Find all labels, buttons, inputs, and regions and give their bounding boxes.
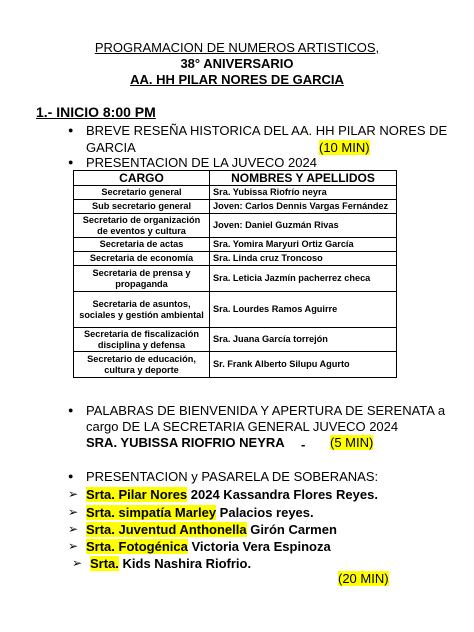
bullet-dot-icon: ●	[68, 405, 74, 415]
table-row	[74, 214, 397, 238]
item-3-line-1: PALABRAS DE BIENVENIDA Y APERTURA DE SERENATA a	[86, 403, 446, 418]
arrow-bullet-icon: ➢	[68, 505, 79, 519]
nombre-cell: Sra. Yubissa Riofrío neyra	[210, 186, 397, 200]
queen-item: Srta. Kids Nashira Riofrio.	[90, 556, 252, 571]
cargo-cell: Secretario general	[74, 186, 210, 200]
item-3-dash: -	[301, 437, 306, 452]
nombre-cell: Joven: Daniel Guzmán Rivas	[210, 214, 397, 238]
queen-item: Srta. Juventud Anthonella Girón Carmen	[86, 522, 337, 537]
cargo-cell: Secretaria de prensa y propaganda	[74, 266, 210, 292]
item-3-speaker: SRA. YUBISSA RIOFRIO NEYRA	[86, 435, 285, 450]
nombre-cell: Joven: Carlos Dennis Vargas Fernández	[210, 200, 397, 214]
item-1-time: (10 MIN)	[319, 140, 370, 155]
table-row	[74, 352, 397, 378]
item-1-line-1: BREVE RESEÑA HISTORICA DEL AA. HH PILAR NORES DE	[86, 123, 448, 138]
table-row	[74, 186, 397, 200]
cargo-cell: Secretario de educación, cultura y deporte	[74, 352, 210, 378]
nombre-cell: Sra. Juana García torrejón	[210, 328, 397, 352]
anniversary-title: 38° ANIVERSARIO	[180, 56, 294, 71]
nombre-cell: Sra. Lourdes Ramos Aguirre	[210, 292, 397, 328]
item-4-title: PRESENTACION y PASARELA DE SOBERANAS:	[86, 469, 379, 484]
nombre-cell: Sr. Frank Alberto Silupu Agurto	[210, 352, 397, 378]
nombre-cell: Sra. Linda cruz Troncoso	[210, 252, 397, 266]
table-row	[74, 238, 397, 252]
queen-item: Srta. Pilar Nores 2024 Kassandra Flores Reyes.	[86, 487, 378, 502]
arrow-bullet-icon: ➢	[68, 522, 79, 536]
bullet-dot-icon: ●	[68, 125, 74, 135]
arrow-bullet-icon: ➢	[72, 556, 83, 570]
header-cargo: CARGO	[74, 171, 210, 186]
table-header-row	[74, 171, 397, 186]
queen-item: Srta. Fotogénica Victoria Vera Espinoza	[86, 539, 331, 554]
table-row	[74, 266, 397, 292]
cargo-cell: Secretaria de economía	[74, 252, 210, 266]
cargo-cell: Secretaria de actas	[74, 238, 210, 252]
bullet-dot-icon: ●	[68, 157, 74, 167]
cargo-cell: Secretaria de fiscalización disciplina y defensa	[74, 328, 210, 352]
bullet-dot-icon: ●	[68, 471, 74, 481]
arrow-bullet-icon: ➢	[68, 539, 79, 553]
cargo-cell: Sub secretario general	[74, 200, 210, 214]
cargo-cell: Secretario de organización de eventos y cultura	[74, 214, 210, 238]
item-1-line-2: GARCIA	[86, 140, 136, 155]
header-nombres: NOMBRES Y APELLIDOS	[210, 171, 397, 186]
juveco-table	[73, 170, 397, 378]
item-2-text: PRESENTACION DE LA JUVECO 2024	[86, 155, 317, 170]
table-row	[74, 292, 397, 328]
table-row	[74, 200, 397, 214]
arrow-bullet-icon: ➢	[68, 487, 79, 501]
table-row	[74, 328, 397, 352]
settlement-title: AA. HH PILAR NORES DE GARCIA	[130, 72, 344, 87]
cargo-cell: Secretaria de asuntos, sociales y gestión ambiental	[74, 292, 210, 328]
nombre-cell: Sra. Leticia Jazmín pacherrez checa	[210, 266, 397, 292]
section-1-title: 1.- INICIO 8:00 PM	[36, 104, 156, 120]
item-3-time: (5 MIN)	[330, 435, 374, 450]
table-row	[74, 252, 397, 266]
program-title: PROGRAMACION DE NUMEROS ARTISTICOS,	[94, 40, 380, 55]
item-3-line-2: cargo DE LA SECRETARIA GENERAL JUVECO 2024	[86, 419, 399, 434]
item-4-time: (20 MIN)	[338, 571, 389, 586]
nombre-cell: Sra. Yomira Maryuri Ortiz García	[210, 238, 397, 252]
queen-item: Srta. simpatía Marley Palacios reyes.	[86, 505, 314, 520]
